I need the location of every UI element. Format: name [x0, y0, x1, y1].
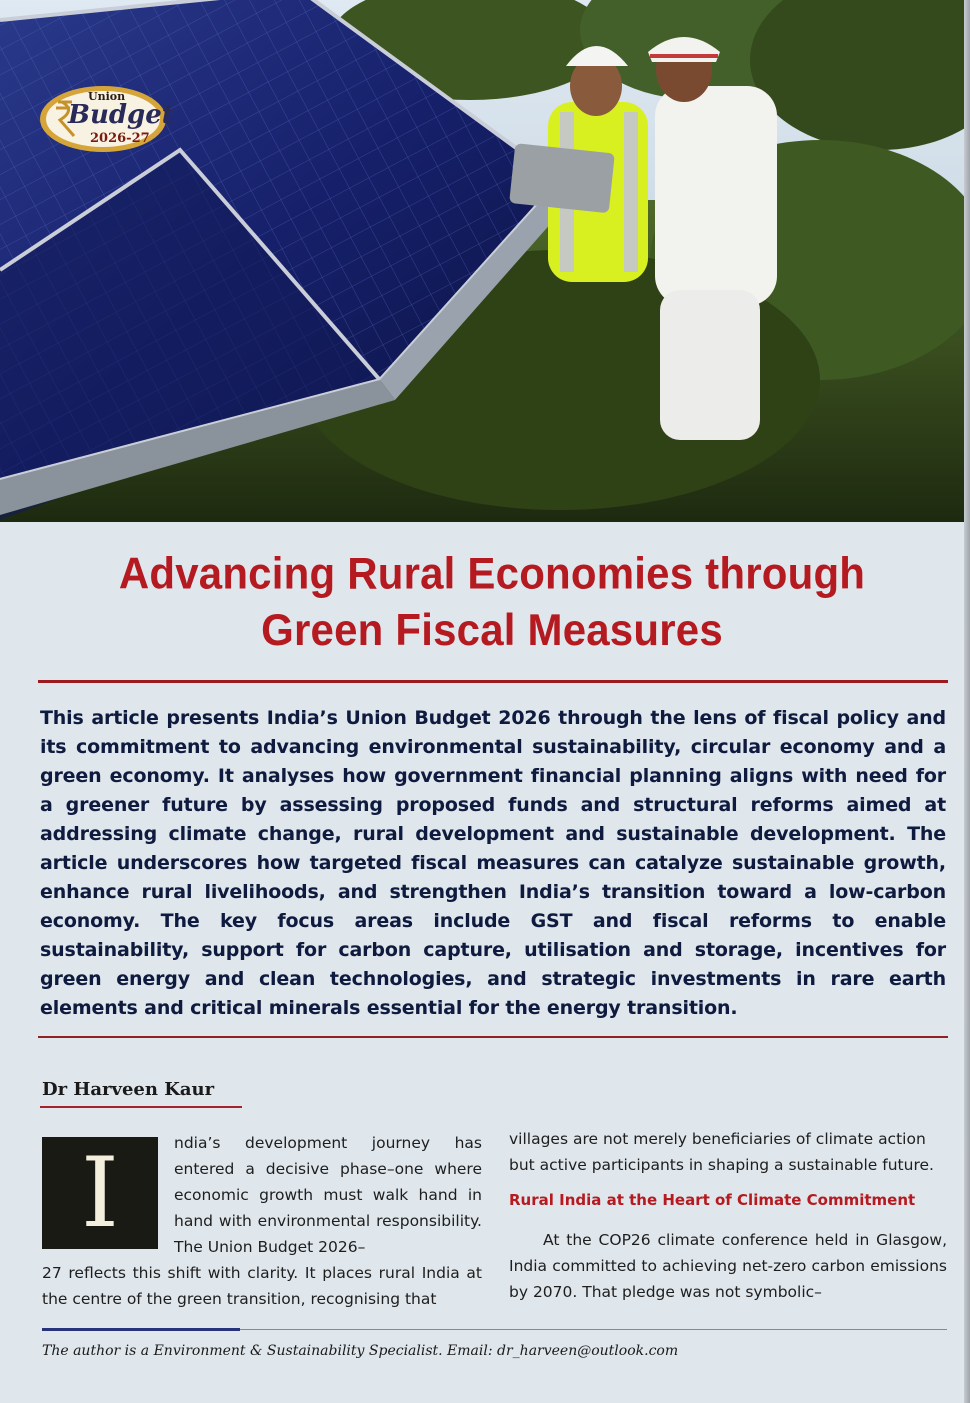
- title-divider: [38, 680, 948, 683]
- badge-year-label: 2026-27: [90, 131, 150, 146]
- abstract-divider: [38, 1036, 948, 1038]
- author-underline: [40, 1106, 242, 1108]
- title-line-1: Advancing Rural Economies through: [118, 548, 866, 598]
- badge-union-label: Union: [88, 90, 126, 103]
- badge-budget-label: Budget: [68, 100, 174, 130]
- article-title: [0, 545, 970, 658]
- solar-field-illustration: [0, 0, 970, 522]
- paragraph-2: At the COP26 climate conference held in Glasgow, India committed to achieving net-zero carbon emissions by 2070. That pledge was not symbolic–: [509, 1231, 947, 1301]
- page-edge: [964, 0, 970, 1403]
- paragraph-1-top: ndia’s development journey has entered a decisive phase–one where economic growth must walk hand in hand with environmental responsibility. The Union Budget 2026–: [174, 1134, 482, 1256]
- footer-rule-accent: [42, 1328, 240, 1331]
- hero-photo: [0, 0, 970, 522]
- article-abstract: This article presents India’s Union Budget 2026 through the lens of fiscal policy and its commitment to advancing environmental sustainability, circular economy and a green economy. It analyses how government financial planning aligns with need for a greener future by assessing proposed funds and structural reforms aimed at addressing climate change, rural development and sustainable development. The article underscores how targeted fiscal measures can catalyze sustainable growth, enhance rural livelihoods, and strengthen India’s transition toward a low-carbon economy. The key focus areas include GST and fiscal reforms to enable sustainability, support for carbon capture, utilisation and storage, incentives for green energy and clean technologies, and strategic investments in rare earth elements and critical minerals essential for the energy transition.: [40, 707, 946, 1019]
- drop-cap: I: [42, 1137, 158, 1249]
- paragraph-1-bottom: 27 reflects this shift with clarity. It places rural India at the centre of the green transition, recognising that: [42, 1264, 482, 1308]
- author-footnote: The author is a Environment & Sustainability Specialist. Email: dr_harveen@outlook.com: [42, 1343, 679, 1359]
- title-line-2: Green Fiscal Measures: [261, 605, 723, 655]
- section-subheading: Rural India at the Heart of Climate Commitment: [509, 1191, 916, 1209]
- author-name: Dr Harveen Kaur: [42, 1079, 215, 1100]
- union-budget-badge: [38, 84, 174, 154]
- paragraph-1-continued: villages are not merely beneficiaries of climate action but active participants in shaping a sustainable future.: [509, 1130, 934, 1174]
